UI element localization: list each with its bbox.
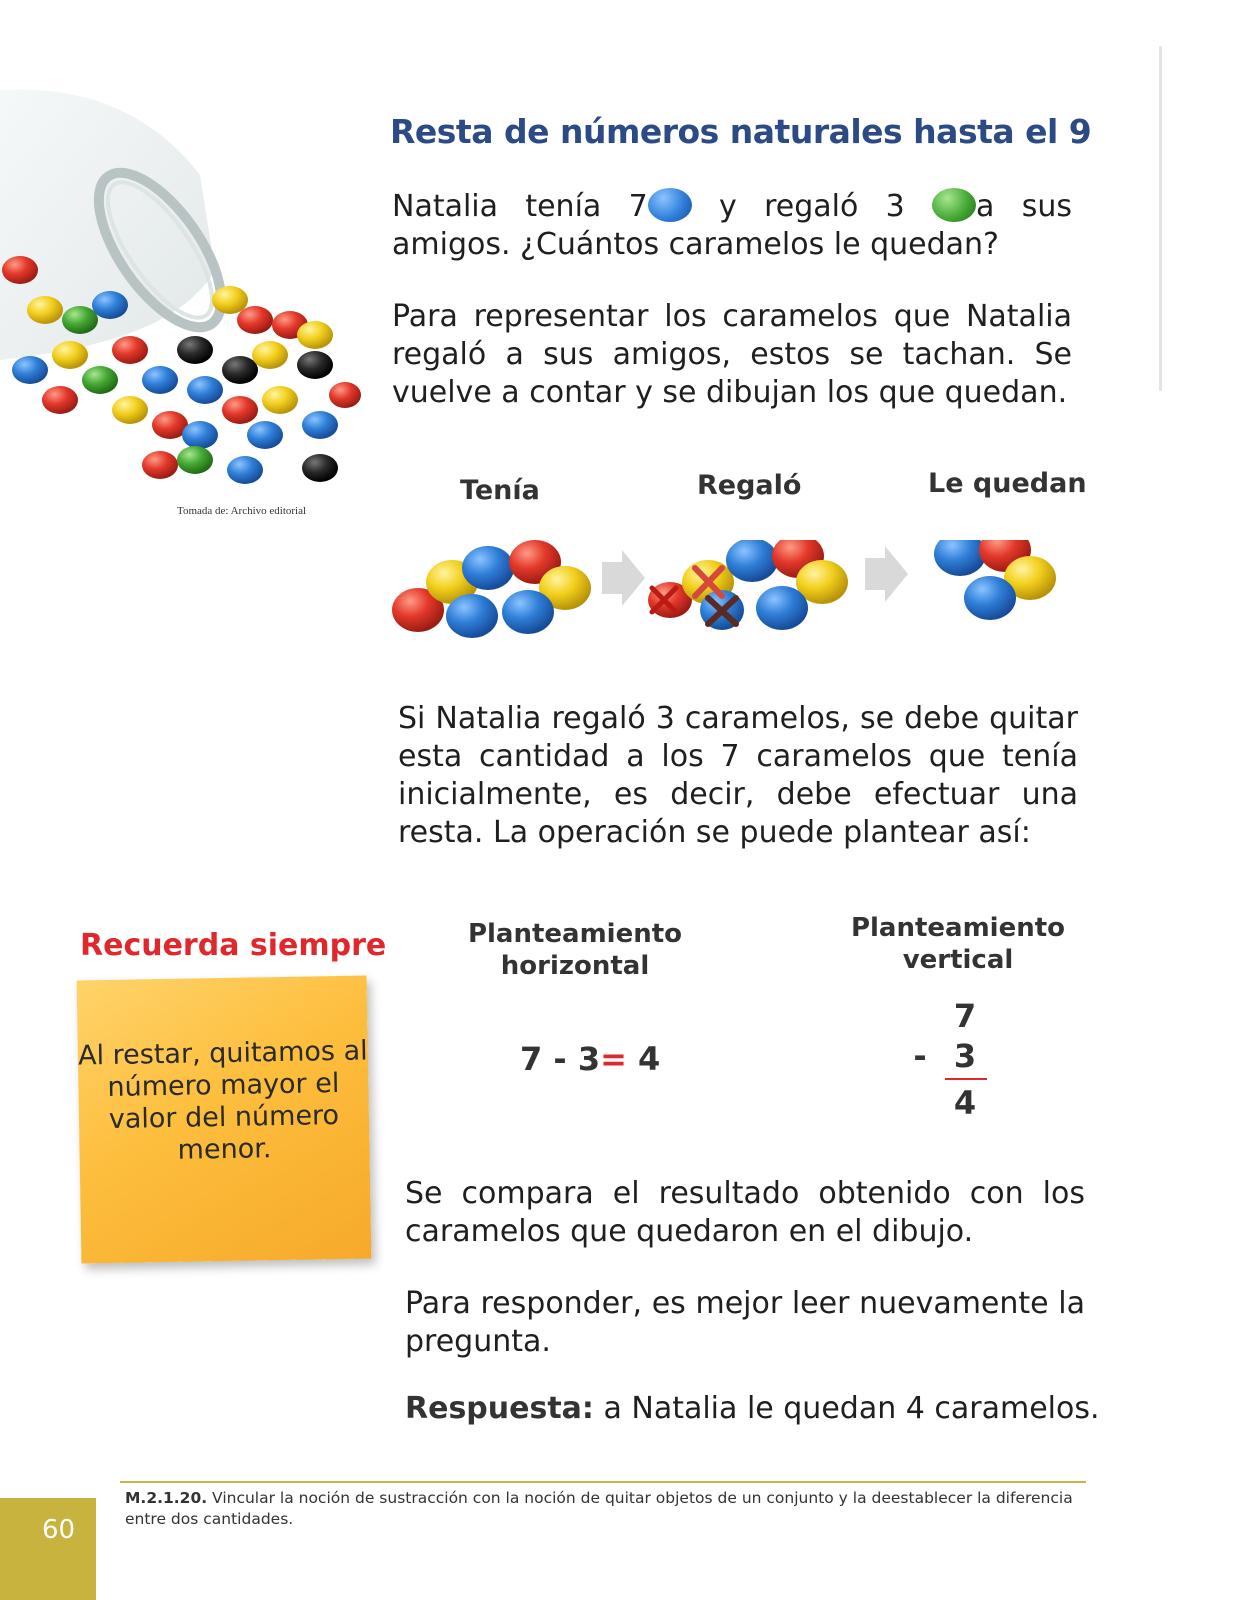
vertical-bottom-number: 3 bbox=[953, 1037, 977, 1075]
green-candy-icon bbox=[932, 188, 976, 222]
blue-candy-icon bbox=[648, 188, 692, 222]
vertical-label: Planteamiento vertical bbox=[850, 913, 1066, 975]
problem-part-2: y regaló 3 bbox=[691, 189, 933, 224]
candies-gave-group bbox=[648, 540, 848, 630]
answer-label: Respuesta: bbox=[405, 1391, 594, 1426]
respond-paragraph: Para responder, es mejor leer nuevamente la pregunta. bbox=[405, 1286, 1085, 1359]
page-title: Resta de números naturales hasta el 9 bbox=[390, 112, 1092, 151]
answer-paragraph bbox=[405, 1390, 1100, 1428]
skill-description: Vincular la noción de sustracción con la noción de quitar objetos de un conjunto y la deestablecer la diferencia entre dos cantidades. bbox=[125, 1489, 1073, 1528]
sticky-note bbox=[77, 975, 372, 1263]
horizontal-result: 4 bbox=[626, 1040, 661, 1078]
problem-part-3: a sus amigos. ¿Cuántos caramelos le quedan? bbox=[392, 189, 1072, 262]
footer-divider bbox=[120, 1481, 1086, 1483]
page-edge-line bbox=[1159, 46, 1162, 391]
footer-skill-text bbox=[125, 1488, 1085, 1530]
vertical-top-number: 7 bbox=[953, 997, 977, 1035]
candy-subtraction-diagram bbox=[390, 540, 1090, 660]
operation-paragraph: Si Natalia regaló 3 caramelos, se debe quitar esta cantidad a los 7 caramelos que tenía inicialmente, es decir, debe efectuar una resta. La operación se puede plantear así: bbox=[398, 701, 1078, 850]
problem-part-1: Natalia tenía 7 bbox=[392, 189, 648, 224]
horizontal-equation bbox=[520, 1040, 660, 1078]
remember-title: Recuerda siempre bbox=[80, 928, 387, 963]
image-credit: Tomada de: Archivo editorial bbox=[177, 505, 307, 517]
horizontal-expression: 7 - 3 bbox=[520, 1040, 601, 1078]
candy-jar-illustration bbox=[0, 80, 370, 500]
explanation-paragraph: Para representar los caramelos que Natalia regaló a sus amigos, estos se tachan. Se vuelve a contar y se dibujan los que quedan. bbox=[392, 299, 1072, 410]
compare-paragraph: Se compara el resultado obtenido con los caramelos que quedaron en el dibujo. bbox=[405, 1176, 1085, 1249]
vertical-minus-sign: - bbox=[913, 1037, 927, 1075]
page-number-tab bbox=[0, 1498, 96, 1600]
page-number: 60 bbox=[42, 1515, 76, 1545]
stage-label-remain: Le quedan bbox=[928, 468, 1087, 499]
problem-statement bbox=[392, 188, 1072, 264]
candies-had-group bbox=[392, 540, 591, 638]
stage-label-had: Tenía bbox=[460, 475, 540, 506]
answer-text: a Natalia le quedan 4 caramelos. bbox=[593, 1391, 1100, 1426]
candies-remain-group bbox=[934, 540, 1056, 620]
equals-sign: = bbox=[600, 1040, 627, 1078]
vertical-result-line bbox=[945, 1078, 987, 1080]
vertical-result: 4 bbox=[953, 1084, 977, 1122]
arrow-right-icon-2 bbox=[865, 546, 908, 602]
stage-label-gave: Regaló bbox=[697, 470, 802, 501]
horizontal-label: Planteamiento horizontal bbox=[467, 919, 683, 981]
sticky-note-text: Al restar, quitamos al número mayor el valor del número menor. bbox=[77, 1035, 368, 1166]
arrow-right-icon-1 bbox=[602, 550, 645, 606]
skill-code: M.2.1.20. bbox=[125, 1489, 208, 1507]
